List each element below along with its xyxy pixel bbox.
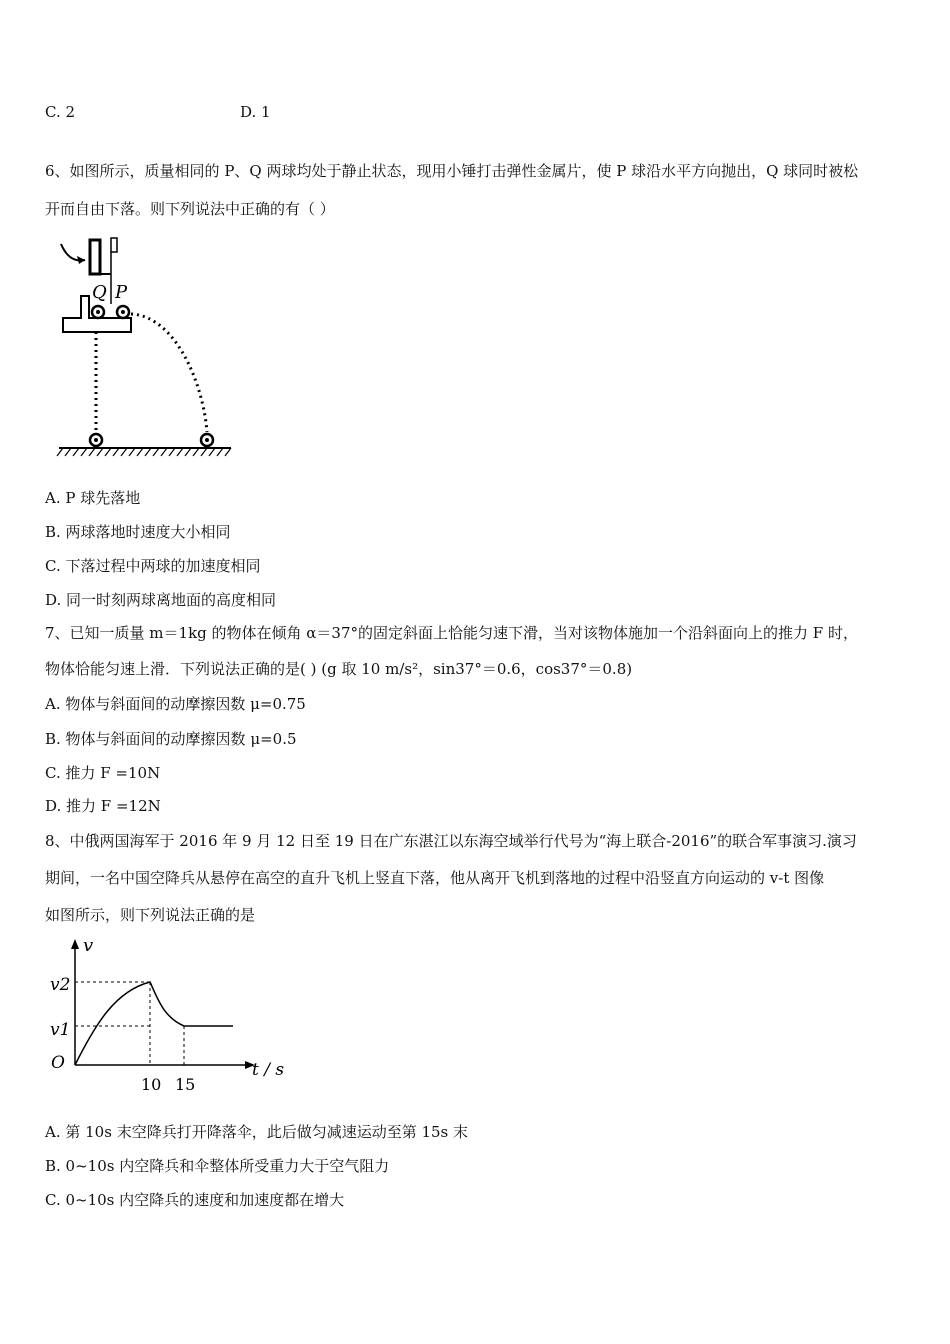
q7-stem-line2: 物体恰能匀速上滑．下列说法正确的是( ) (g 取 10 m/s²，sin37°＝0.6，cos37°＝0.8)	[45, 660, 633, 678]
q8-stem-line3: 如图所示，则下列说法正确的是	[45, 906, 256, 924]
q6-stem-line2: 开而自由下落。则下列说法中正确的有（ ）	[45, 200, 335, 218]
vt-curve	[75, 982, 233, 1065]
hammer-arrow-icon	[61, 244, 85, 260]
q8-option-c: C. 0~10s 内空降兵的速度和加速度都在增大	[45, 1191, 345, 1209]
label-q: Q	[92, 282, 107, 303]
y-axis-label: v	[83, 935, 94, 956]
tick-15: 15	[175, 1075, 196, 1094]
label-p: P	[115, 282, 128, 303]
tick-v1: v1	[50, 1020, 71, 1040]
q7-option-c: C. 推力 F =10N	[45, 764, 161, 782]
q6-option-d: D. 同一时刻两球离地面的高度相同	[45, 591, 277, 609]
q6-option-a: A. P 球先落地	[45, 489, 141, 507]
tick-10: 10	[141, 1075, 162, 1094]
ground-hatch	[57, 448, 231, 456]
q7-option-a: A. 物体与斜面间的动摩擦因数 μ=0.75	[45, 695, 306, 713]
q8-option-a: A. 第 10s 末空降兵打开降落伞，此后做匀减速运动至第 15s 末	[45, 1123, 469, 1141]
vt-chart	[45, 935, 290, 1095]
option-c-prev: C. 2	[45, 103, 76, 121]
p-parabola-path	[131, 314, 207, 432]
q6-option-b: B. 两球落地时速度大小相同	[45, 523, 231, 541]
origin-label: O	[51, 1053, 65, 1073]
q7-option-b: B. 物体与斜面间的动摩擦因数 μ=0.5	[45, 730, 297, 748]
q8-stem-line2: 期间，一名中国空降兵从悬停在高空的直升飞机上竖直下落，他从离开飞机到落地的过程中沿竖直方向运动的 v-t 图像	[45, 869, 825, 887]
option-d-prev: D. 1	[240, 103, 271, 121]
q6-figure	[55, 232, 235, 464]
tick-v2: v2	[50, 975, 71, 995]
q6-stem-line1: 6、如图所示，质量相同的 P、Q 两球均处于静止状态，现用小锤打击弹性金属片，使 P 球沿水平方向抛出，Q 球同时被松	[45, 162, 859, 180]
y-axis-arrow-icon	[71, 939, 79, 949]
q8-stem-line1: 8、中俄两国海军于 2016 年 9 月 12 日至 19 日在广东湛江以东海空域举行代号为“海上联合-2016”的联合军事演习.演习	[45, 832, 857, 850]
x-axis-label: t / s	[252, 1060, 285, 1080]
q7-option-d: D. 推力 F =12N	[45, 797, 161, 815]
q7-stem-line1: 7、已知一质量 m＝1kg 的物体在倾角 α＝37°的固定斜面上恰能匀速下滑，当对该物体施加一个沿斜面向上的推力 F 时，	[45, 624, 858, 642]
hammer-icon	[90, 240, 100, 274]
q8-option-b: B. 0~10s 内空降兵和伞整体所受重力大于空气阻力	[45, 1157, 390, 1175]
q6-option-c: C. 下落过程中两球的加速度相同	[45, 557, 261, 575]
